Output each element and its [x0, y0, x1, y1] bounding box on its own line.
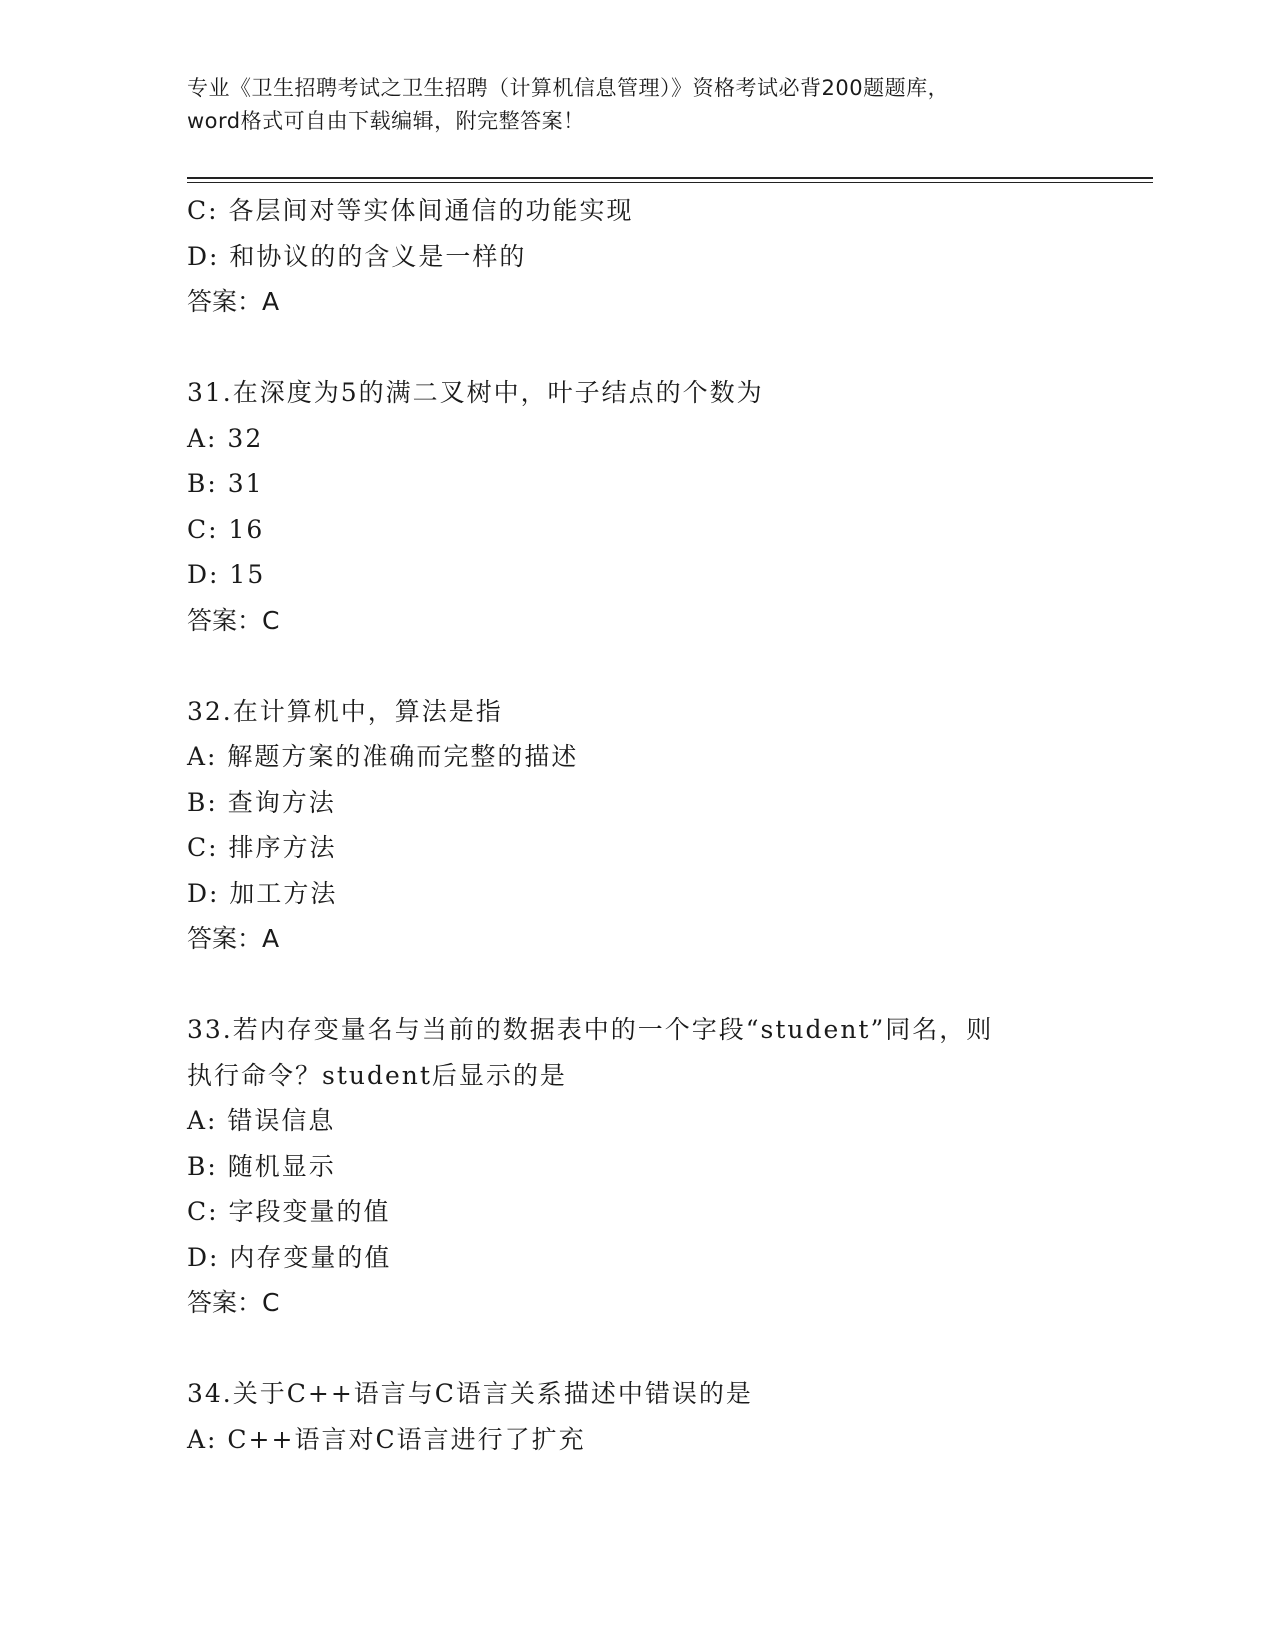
- document-header: [187, 72, 1087, 138]
- question-stem: 32.在计算机中，算法是指: [187, 696, 503, 726]
- option-c: C: 16: [187, 514, 265, 544]
- question-33: [187, 1007, 1087, 1326]
- question-stem-line-1: 33.若内存变量名与当前的数据表中的一个字段“student”同名，则: [187, 1015, 994, 1044]
- question-stem: 31.在深度为5的满二叉树中，叶子结点的个数为: [187, 378, 764, 407]
- answer: 答案：C: [187, 605, 280, 635]
- question-32: [187, 689, 1087, 962]
- option-a: A: 解题方案的准确而完整的描述: [187, 742, 579, 771]
- option-d: D: 和协议的的含义是一样的: [187, 241, 527, 271]
- option-c: C: 各层间对等实体间通信的功能实现: [187, 196, 634, 225]
- question-34: [187, 1371, 1087, 1462]
- option-b: B: 随机显示: [187, 1151, 336, 1181]
- answer: 答案：A: [187, 287, 280, 316]
- spacer: [187, 643, 1087, 689]
- question-30-continued: [187, 188, 1087, 325]
- header-divider-thick: [187, 177, 1153, 179]
- option-c: C: 排序方法: [187, 833, 337, 862]
- header-line-2: word格式可自由下载编辑，附完整答案！: [187, 109, 585, 133]
- question-stem-line-2: 执行命令？student后显示的是: [187, 1060, 567, 1090]
- question-content: [187, 188, 1087, 1462]
- answer: 答案：C: [187, 1288, 280, 1317]
- option-a: A: 32: [187, 423, 264, 453]
- option-a: A: C++语言对C语言进行了扩充: [187, 1424, 586, 1454]
- spacer: [187, 325, 1087, 371]
- question-31: [187, 370, 1087, 643]
- spacer: [187, 962, 1087, 1008]
- option-d: D: 加工方法: [187, 878, 338, 908]
- option-b: B: 31: [187, 469, 264, 498]
- option-d: D: 内存变量的值: [187, 1242, 392, 1272]
- question-stem: 34.关于C++语言与C语言关系描述中错误的是: [187, 1379, 753, 1408]
- option-b: B: 查询方法: [187, 787, 336, 817]
- option-c: C: 字段变量的值: [187, 1197, 391, 1226]
- header-line-1: 专业《卫生招聘考试之卫生招聘（计算机信息管理）》资格考试必背200题题库，: [187, 76, 950, 100]
- option-a: A: 错误信息: [187, 1106, 336, 1135]
- spacer: [187, 1326, 1087, 1372]
- option-d: D: 15: [187, 560, 266, 589]
- answer: 答案：A: [187, 924, 280, 953]
- header-divider-thin: [187, 182, 1153, 183]
